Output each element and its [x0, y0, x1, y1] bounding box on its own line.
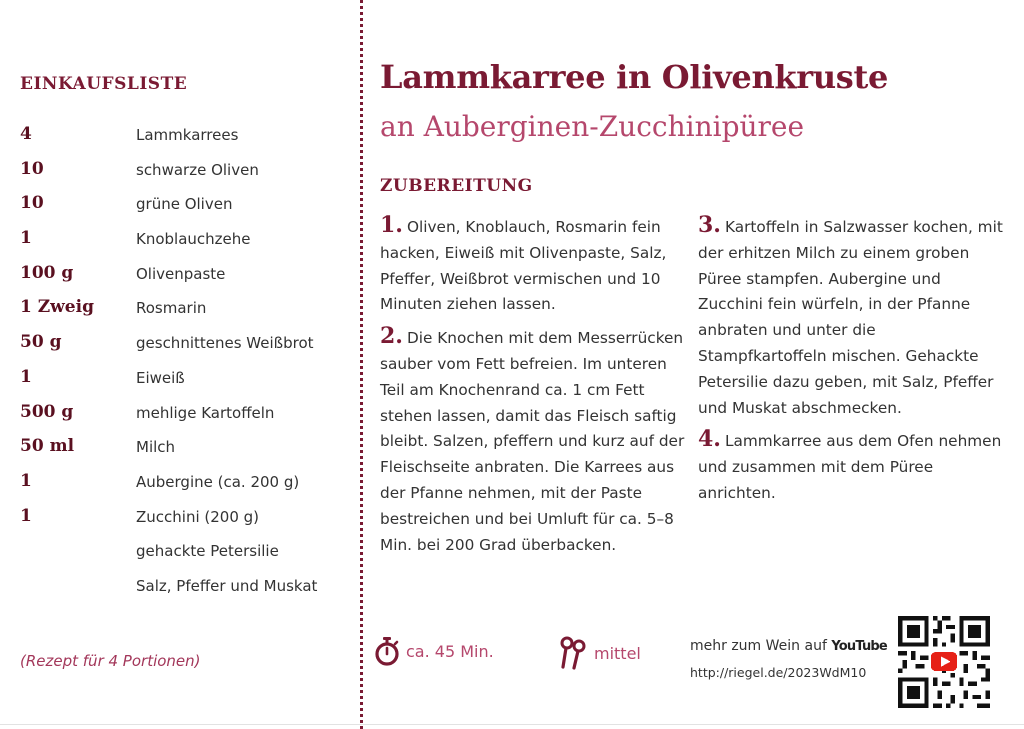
- ingredient-row: [20, 398, 350, 433]
- stopwatch-icon: [374, 636, 400, 666]
- ingredient-name: grüne Oliven: [136, 195, 233, 214]
- cooking-time: [374, 636, 494, 666]
- step-text: Die Knochen mit dem Messerrücken sauber vom Fett befreien. Im unteren Teil am Knochenrand ca. 1 cm Fett stehen lassen, damit das Fleisch saftig bleibt. Salzen, pfeffern und kurz auf der Fleischseite anbraten. Die Karrees aus der Pfanne nehmen, mit der Paste bestreichen und bei Umluft für ca. 5–8 Min. bei 200 Grad überbacken.: [380, 329, 685, 554]
- steps-column-left: [380, 213, 685, 564]
- ingredient-list: [20, 120, 350, 606]
- qr-code[interactable]: [898, 616, 990, 708]
- spoons-icon: [558, 636, 588, 670]
- ingredient-qty: 10: [20, 193, 44, 214]
- bottom-rule: [0, 724, 1024, 725]
- ingredient-qty: 1: [20, 505, 32, 526]
- dotted-divider: [360, 0, 363, 729]
- ingredient-name: Rosmarin: [136, 299, 207, 318]
- steps-column-right: [698, 213, 1003, 513]
- ingredient-qty: 50 g: [20, 332, 62, 353]
- recipe-title: Lammkarree in Olivenkruste: [380, 58, 889, 96]
- step-1: [380, 213, 685, 318]
- ingredient-row: [20, 224, 350, 259]
- step-2: [380, 324, 685, 558]
- ingredient-qty: 10: [20, 158, 44, 179]
- ingredient-name: Milch: [136, 438, 176, 457]
- ingredient-row: [20, 467, 350, 502]
- ingredient-row: [20, 328, 350, 363]
- ingredient-row: [20, 120, 350, 155]
- ingredient-name: Knoblauchzehe: [136, 230, 251, 249]
- step-number: 2.: [380, 323, 403, 350]
- ingredient-row: [20, 189, 350, 224]
- ingredient-qty: 500 g: [20, 401, 74, 422]
- ingredient-row: [20, 155, 350, 190]
- step-3: [698, 213, 1003, 421]
- shopping-list-title: EINKAUFSLISTE: [20, 74, 188, 94]
- ingredient-qty: 1: [20, 228, 32, 249]
- ingredient-name: geschnittenes Weißbrot: [136, 334, 314, 353]
- ingredient-qty: 50 ml: [20, 436, 75, 457]
- wine-info: [690, 638, 887, 654]
- step-number: 3.: [698, 212, 721, 238]
- ingredient-name: mehlige Kartoffeln: [136, 403, 275, 422]
- ingredient-qty: 1: [20, 470, 32, 491]
- ingredient-name: gehackte Petersilie: [136, 542, 279, 561]
- step-text: Lammkarree aus dem Ofen nehmen und zusammen mit dem Püree anrichten.: [698, 432, 1002, 502]
- ingredient-row: [20, 571, 350, 606]
- difficulty: [558, 636, 641, 670]
- wine-info-text: mehr zum Wein auf: [690, 638, 827, 654]
- ingredient-row: [20, 432, 350, 467]
- step-text: Oliven, Knoblauch, Rosmarin fein hacken, Eiweiß mit Olivenpaste, Salz, Pfeffer, Weißbrot vermischen und 10 Minuten ziehen lassen.: [380, 218, 667, 314]
- ingredient-name: Salz, Pfeffer und Muskat: [136, 576, 318, 595]
- ingredient-name: Eiweiß: [136, 368, 185, 387]
- ingredient-row: [20, 536, 350, 571]
- ingredient-name: Aubergine (ca. 200 g): [136, 472, 300, 491]
- step-4: [698, 427, 1003, 506]
- ingredient-row: [20, 502, 350, 537]
- ingredient-qty: 1 Zweig: [20, 297, 94, 318]
- difficulty-text: mittel: [594, 643, 641, 663]
- recipe-subtitle: an Auberginen-Zucchinipüree: [380, 110, 805, 143]
- step-number: 1.: [380, 212, 403, 238]
- ingredient-row: [20, 293, 350, 328]
- cooking-time-text: ca. 45 Min.: [406, 641, 494, 661]
- ingredient-qty: 4: [20, 124, 32, 144]
- ingredient-row: [20, 259, 350, 294]
- wine-url[interactable]: http://riegel.de/2023WdM10: [690, 665, 867, 680]
- ingredient-row: [20, 363, 350, 398]
- portions-note: (Rezept für 4 Portionen): [20, 652, 201, 670]
- ingredient-name: Olivenpaste: [136, 264, 226, 283]
- ingredient-qty: 1: [20, 366, 32, 387]
- ingredient-name: schwarze Oliven: [136, 160, 259, 179]
- step-text: Kartoffeln in Salzwasser kochen, mit der erhitzen Milch zu einem groben Püree stampfen. Aubergine und Zucchini fein würfeln, in der Pfanne anbraten und unter die Stampfkartoffeln mischen. Gehackte Petersilie dazu geben, mit Salz, Pfeffer und Muskat abschmecken.: [698, 218, 1003, 417]
- ingredient-name: Lammkarrees: [136, 126, 239, 144]
- step-number: 4.: [698, 426, 721, 453]
- youtube-wordmark[interactable]: YouTube: [831, 639, 887, 654]
- preparation-heading: ZUBEREITUNG: [380, 176, 533, 196]
- ingredient-qty: 100 g: [20, 262, 74, 283]
- ingredient-name: Zucchini (200 g): [136, 507, 260, 526]
